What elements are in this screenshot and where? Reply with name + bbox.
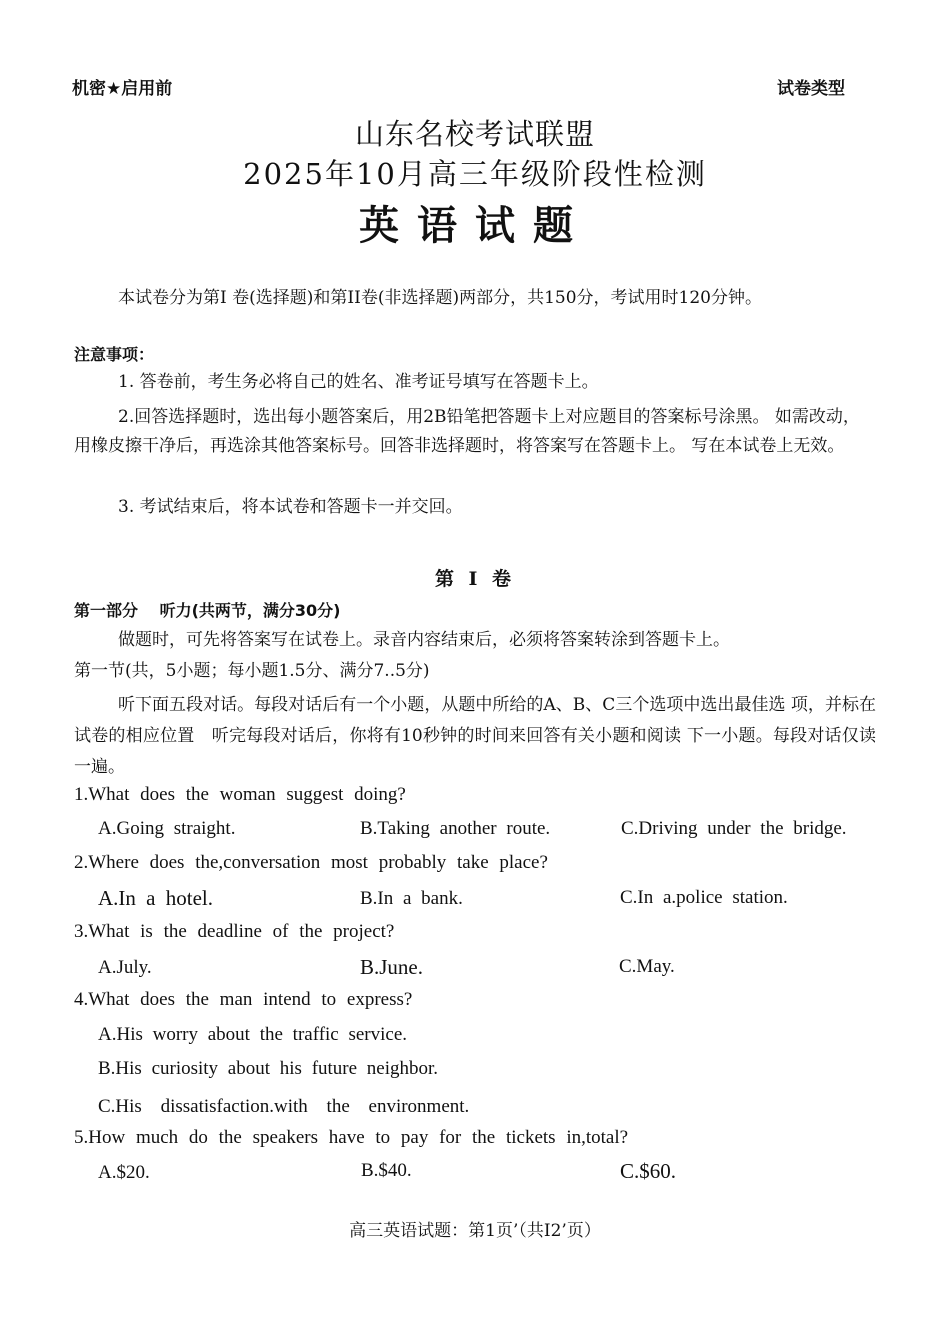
answer-option: C.May. (619, 956, 675, 977)
question-stem: 2.Where does the,conversation most probably take place? (74, 852, 548, 873)
answer-option: C.His dissatisfaction.with the environment. (98, 1096, 470, 1117)
notice-item: 1. 答卷前，考生务必将自己的姓名、准考证号填写在答题卡上。 (118, 372, 599, 392)
exam-organizer-title: 山东名校考试联盟 (354, 117, 595, 151)
answer-option: A.July. (98, 957, 152, 978)
paper-type-label: 试卷类型 (777, 79, 845, 99)
notice-item: 3. 考试结束后，将本试卷和答题卡一并交回。 (118, 497, 463, 517)
exam-date-title: 2025年10月高三年级阶段性检测 (243, 157, 707, 191)
intro-paragraph: 本试卷分为第I 卷(选择题)和第II卷(非选择题)两部分，共150分，考试用时120分钟。 (118, 288, 762, 308)
subject-title: 英语试题 (359, 203, 591, 249)
page-footer: 高三英语试题：第1页’（共I2’页） (349, 1221, 601, 1241)
notice-item: 2.回答选择题时，选出每小题答案后，用2B铅笔把答题卡上对应题目的答案标号涂黑。 如需改动，用橡皮擦干净后，再选涂其他答案标号。回答非选择题时，将答案写在答题卡上。 写在本试卷上无效。 (74, 407, 860, 456)
part-heading: 第一部分 听力(共两节，满分30分) (74, 601, 341, 620)
question-stem: 5.How much do the speakers have to pay for the tickets in,total? (74, 1127, 629, 1148)
answer-option: C.Driving under the bridge. (621, 818, 847, 839)
answer-option: A.In a hotel. (98, 886, 213, 910)
question-stem: 3.What is the deadline of the project? (74, 921, 395, 942)
answer-option: B.In a bank. (360, 888, 463, 909)
answer-option: A.$20. (98, 1162, 150, 1183)
answer-option: C.In a.police station. (620, 887, 788, 908)
notice-heading: 注意事项： (74, 345, 155, 364)
part-instruction: 做题时，可先将答案写在试卷上。录音内容结束后，必须将答案转涂到答题卡上。 (118, 630, 730, 650)
confidential-label: 机密★启用前 (72, 79, 173, 99)
section-instruction: 听下面五段对话。每段对话后有一个小题，从题中所给的A、B、C三个选项中选出最佳选 项，并标在试卷的相应位置 听完每段对话后，你将有10秒钟的时间来回答有关小题和阅读 下一小题。每段对话仅读一遍。 (74, 695, 876, 777)
question-stem: 4.What does the man intend to express? (74, 989, 413, 1010)
section-heading: 第一节(共，5小题；每小题1.5分、满分7..5分) (74, 661, 430, 681)
volume-title: 第 I 卷 (434, 568, 516, 590)
question-stem: 1.What does the woman suggest doing? (74, 784, 406, 805)
answer-option: A.His worry about the traffic service. (98, 1024, 408, 1045)
answer-option: C.$60. (620, 1159, 677, 1183)
answer-option: B.June. (360, 955, 423, 979)
answer-option: B.$40. (361, 1160, 412, 1181)
answer-option: B.Taking another route. (360, 818, 551, 839)
answer-option: A.Going straight. (98, 818, 236, 839)
answer-option: B.His curiosity about his future neighbor. (98, 1058, 439, 1079)
